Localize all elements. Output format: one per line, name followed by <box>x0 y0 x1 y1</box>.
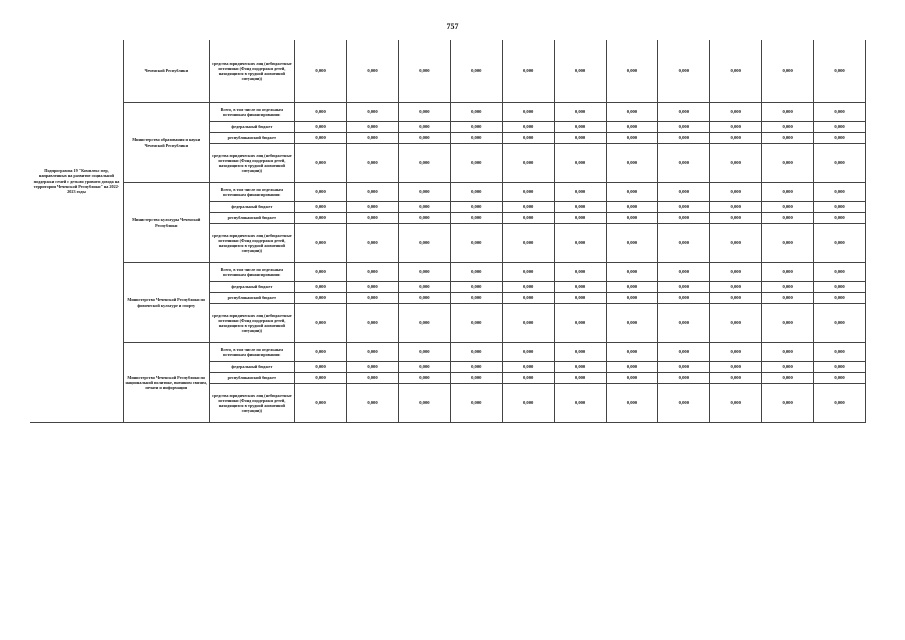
value-cell: 0,000 <box>450 103 502 122</box>
value-cell: 0,000 <box>347 144 399 183</box>
value-cell: 0,000 <box>762 373 814 384</box>
value-cell: 0,000 <box>814 263 866 282</box>
source-cell: средства юридических лиц (небюджетные источники (Фонд поддержки детей, находящихся в трудной жизненной ситуации)) <box>209 224 295 263</box>
value-cell: 0,000 <box>347 373 399 384</box>
value-cell: 0,000 <box>450 202 502 213</box>
value-cell: 0,000 <box>295 263 347 282</box>
value-cell: 0,000 <box>450 40 502 103</box>
value-cell: 0,000 <box>554 103 606 122</box>
value-cell: 0,000 <box>814 144 866 183</box>
value-cell: 0,000 <box>398 144 450 183</box>
value-cell: 0,000 <box>606 293 658 304</box>
value-cell: 0,000 <box>658 263 710 282</box>
value-cell: 0,000 <box>295 373 347 384</box>
value-cell: 0,000 <box>347 362 399 373</box>
value-cell: 0,000 <box>710 122 762 133</box>
value-cell: 0,000 <box>762 213 814 224</box>
value-cell: 0,000 <box>398 263 450 282</box>
value-cell: 0,000 <box>398 133 450 144</box>
value-cell: 0,000 <box>502 144 554 183</box>
value-cell: 0,000 <box>658 183 710 202</box>
value-cell: 0,000 <box>710 282 762 293</box>
value-cell: 0,000 <box>762 202 814 213</box>
value-cell: 0,000 <box>502 282 554 293</box>
value-cell: 0,000 <box>606 133 658 144</box>
value-cell: 0,000 <box>606 144 658 183</box>
value-cell: 0,000 <box>347 213 399 224</box>
value-cell: 0,000 <box>762 304 814 343</box>
value-cell: 0,000 <box>606 224 658 263</box>
source-cell: федеральный бюджет <box>209 202 295 213</box>
value-cell: 0,000 <box>658 122 710 133</box>
value-cell: 0,000 <box>347 304 399 343</box>
executor-cell: Министерство образования и науки Чеченской Республики <box>123 103 209 183</box>
value-cell: 0,000 <box>450 282 502 293</box>
source-cell: средства юридических лиц (небюджетные источники (Фонд поддержки детей, находящихся в трудной жизненной ситуации)) <box>209 304 295 343</box>
value-cell: 0,000 <box>398 40 450 103</box>
value-cell: 0,000 <box>502 293 554 304</box>
table-row <box>30 343 866 362</box>
value-cell: 0,000 <box>658 133 710 144</box>
value-cell: 0,000 <box>658 144 710 183</box>
value-cell: 0,000 <box>450 133 502 144</box>
value-cell: 0,000 <box>347 343 399 362</box>
value-cell: 0,000 <box>658 304 710 343</box>
value-cell: 0,000 <box>502 224 554 263</box>
value-cell: 0,000 <box>502 133 554 144</box>
value-cell: 0,000 <box>347 384 399 423</box>
value-cell: 0,000 <box>347 40 399 103</box>
value-cell: 0,000 <box>658 362 710 373</box>
value-cell: 0,000 <box>606 103 658 122</box>
value-cell: 0,000 <box>762 103 814 122</box>
value-cell: 0,000 <box>502 202 554 213</box>
value-cell: 0,000 <box>762 293 814 304</box>
executor-cell: Чеченской Республики <box>123 40 209 103</box>
value-cell: 0,000 <box>762 122 814 133</box>
value-cell: 0,000 <box>762 384 814 423</box>
value-cell: 0,000 <box>710 263 762 282</box>
value-cell: 0,000 <box>295 40 347 103</box>
value-cell: 0,000 <box>398 362 450 373</box>
value-cell: 0,000 <box>606 122 658 133</box>
value-cell: 0,000 <box>347 183 399 202</box>
value-cell: 0,000 <box>606 213 658 224</box>
value-cell: 0,000 <box>502 213 554 224</box>
source-cell: Всего, в том числе по отдельным источникам финансирования: <box>209 183 295 202</box>
value-cell: 0,000 <box>398 282 450 293</box>
value-cell: 0,000 <box>347 224 399 263</box>
value-cell: 0,000 <box>710 144 762 183</box>
value-cell: 0,000 <box>762 343 814 362</box>
value-cell: 0,000 <box>502 122 554 133</box>
value-cell: 0,000 <box>398 122 450 133</box>
value-cell: 0,000 <box>502 343 554 362</box>
value-cell: 0,000 <box>606 202 658 213</box>
value-cell: 0,000 <box>450 343 502 362</box>
value-cell: 0,000 <box>295 122 347 133</box>
value-cell: 0,000 <box>762 263 814 282</box>
table-row <box>30 263 866 282</box>
value-cell: 0,000 <box>658 202 710 213</box>
value-cell: 0,000 <box>502 263 554 282</box>
value-cell: 0,000 <box>554 183 606 202</box>
value-cell: 0,000 <box>554 293 606 304</box>
value-cell: 0,000 <box>295 202 347 213</box>
value-cell: 0,000 <box>398 183 450 202</box>
value-cell: 0,000 <box>710 362 762 373</box>
value-cell: 0,000 <box>502 362 554 373</box>
value-cell: 0,000 <box>554 144 606 183</box>
value-cell: 0,000 <box>814 384 866 423</box>
value-cell: 0,000 <box>710 202 762 213</box>
value-cell: 0,000 <box>295 293 347 304</box>
value-cell: 0,000 <box>710 213 762 224</box>
value-cell: 0,000 <box>814 122 866 133</box>
value-cell: 0,000 <box>606 263 658 282</box>
value-cell: 0,000 <box>295 133 347 144</box>
value-cell: 0,000 <box>606 373 658 384</box>
value-cell: 0,000 <box>606 304 658 343</box>
value-cell: 0,000 <box>347 202 399 213</box>
value-cell: 0,000 <box>762 282 814 293</box>
source-cell: республиканский бюджет <box>209 293 295 304</box>
value-cell: 0,000 <box>606 282 658 293</box>
value-cell: 0,000 <box>658 343 710 362</box>
value-cell: 0,000 <box>710 304 762 343</box>
value-cell: 0,000 <box>814 293 866 304</box>
source-cell: Всего, в том числе по отдельным источникам финансирования: <box>209 103 295 122</box>
value-cell: 0,000 <box>347 103 399 122</box>
value-cell: 0,000 <box>450 213 502 224</box>
value-cell: 0,000 <box>502 103 554 122</box>
value-cell: 0,000 <box>814 224 866 263</box>
value-cell: 0,000 <box>502 183 554 202</box>
value-cell: 0,000 <box>398 103 450 122</box>
value-cell: 0,000 <box>762 40 814 103</box>
executor-cell: Министерство Чеченской Республики по национальной политике, внешним связям, печати и информации <box>123 343 209 423</box>
source-cell: федеральный бюджет <box>209 362 295 373</box>
value-cell: 0,000 <box>814 362 866 373</box>
budget-table <box>30 40 866 423</box>
value-cell: 0,000 <box>450 304 502 343</box>
value-cell: 0,000 <box>814 40 866 103</box>
value-cell: 0,000 <box>814 103 866 122</box>
value-cell: 0,000 <box>710 103 762 122</box>
value-cell: 0,000 <box>658 224 710 263</box>
value-cell: 0,000 <box>762 224 814 263</box>
value-cell: 0,000 <box>814 373 866 384</box>
table-row <box>30 103 866 122</box>
value-cell: 0,000 <box>450 384 502 423</box>
value-cell: 0,000 <box>606 40 658 103</box>
source-cell: республиканский бюджет <box>209 133 295 144</box>
value-cell: 0,000 <box>606 343 658 362</box>
value-cell: 0,000 <box>347 122 399 133</box>
value-cell: 0,000 <box>554 202 606 213</box>
value-cell: 0,000 <box>814 213 866 224</box>
value-cell: 0,000 <box>762 144 814 183</box>
value-cell: 0,000 <box>347 293 399 304</box>
section-label: Подпрограмма 19 "Комплекс мер, направленных на развитие социальной поддержки семей с детьми уровнем дохода на территории Чеченской Республики" на 2022-2023 годы <box>33 168 120 194</box>
value-cell: 0,000 <box>450 263 502 282</box>
value-cell: 0,000 <box>814 304 866 343</box>
source-cell: республиканский бюджет <box>209 213 295 224</box>
value-cell: 0,000 <box>710 293 762 304</box>
value-cell: 0,000 <box>295 304 347 343</box>
value-cell: 0,000 <box>295 362 347 373</box>
value-cell: 0,000 <box>606 183 658 202</box>
table-row <box>30 183 866 202</box>
value-cell: 0,000 <box>347 263 399 282</box>
value-cell: 0,000 <box>398 373 450 384</box>
value-cell: 0,000 <box>710 224 762 263</box>
value-cell: 0,000 <box>398 202 450 213</box>
value-cell: 0,000 <box>554 384 606 423</box>
value-cell: 0,000 <box>347 282 399 293</box>
table-row <box>30 40 866 103</box>
value-cell: 0,000 <box>502 384 554 423</box>
value-cell: 0,000 <box>658 384 710 423</box>
value-cell: 0,000 <box>762 183 814 202</box>
value-cell: 0,000 <box>398 343 450 362</box>
value-cell: 0,000 <box>295 103 347 122</box>
source-cell: республиканский бюджет <box>209 373 295 384</box>
value-cell: 0,000 <box>398 384 450 423</box>
value-cell: 0,000 <box>554 373 606 384</box>
value-cell: 0,000 <box>554 224 606 263</box>
value-cell: 0,000 <box>502 40 554 103</box>
value-cell: 0,000 <box>554 263 606 282</box>
value-cell: 0,000 <box>710 373 762 384</box>
value-cell: 0,000 <box>554 40 606 103</box>
value-cell: 0,000 <box>295 282 347 293</box>
value-cell: 0,000 <box>398 304 450 343</box>
value-cell: 0,000 <box>710 343 762 362</box>
value-cell: 0,000 <box>450 144 502 183</box>
source-cell: Всего, в том числе по отдельным источникам финансирования: <box>209 263 295 282</box>
value-cell: 0,000 <box>554 362 606 373</box>
value-cell: 0,000 <box>710 133 762 144</box>
value-cell: 0,000 <box>762 133 814 144</box>
source-cell: средства юридических лиц (небюджетные источники (Фонд поддержки детей, находящихся в трудной жизненной ситуации)) <box>209 384 295 423</box>
value-cell: 0,000 <box>295 183 347 202</box>
value-cell: 0,000 <box>295 384 347 423</box>
value-cell: 0,000 <box>450 122 502 133</box>
value-cell: 0,000 <box>814 202 866 213</box>
value-cell: 0,000 <box>814 282 866 293</box>
value-cell: 0,000 <box>658 293 710 304</box>
source-cell: средства юридических лиц (небюджетные источники (Фонд поддержки детей, находящихся в трудной жизненной ситуации)) <box>209 144 295 183</box>
value-cell: 0,000 <box>450 362 502 373</box>
value-cell: 0,000 <box>450 293 502 304</box>
page-number: 757 <box>446 22 459 31</box>
value-cell: 0,000 <box>710 183 762 202</box>
value-cell: 0,000 <box>606 362 658 373</box>
value-cell: 0,000 <box>450 183 502 202</box>
value-cell: 0,000 <box>658 213 710 224</box>
value-cell: 0,000 <box>554 122 606 133</box>
value-cell: 0,000 <box>658 373 710 384</box>
source-cell: Всего, в том числе по отдельным источникам финансирования: <box>209 343 295 362</box>
source-cell: федеральный бюджет <box>209 122 295 133</box>
value-cell: 0,000 <box>814 133 866 144</box>
value-cell: 0,000 <box>347 133 399 144</box>
value-cell: 0,000 <box>658 103 710 122</box>
value-cell: 0,000 <box>658 282 710 293</box>
value-cell: 0,000 <box>398 293 450 304</box>
value-cell: 0,000 <box>398 224 450 263</box>
value-cell: 0,000 <box>814 183 866 202</box>
value-cell: 0,000 <box>295 224 347 263</box>
value-cell: 0,000 <box>295 343 347 362</box>
value-cell: 0,000 <box>710 40 762 103</box>
value-cell: 0,000 <box>762 362 814 373</box>
executor-cell: Министерство Чеченской Республики по физической культуре и спорту <box>123 263 209 343</box>
value-cell: 0,000 <box>554 133 606 144</box>
value-cell: 0,000 <box>502 373 554 384</box>
value-cell: 0,000 <box>814 343 866 362</box>
value-cell: 0,000 <box>710 384 762 423</box>
value-cell: 0,000 <box>554 213 606 224</box>
value-cell: 0,000 <box>295 213 347 224</box>
section-label-cell <box>30 40 123 423</box>
value-cell: 0,000 <box>295 144 347 183</box>
source-cell: средства юридических лиц (небюджетные источники (Фонд поддержки детей, находящихся в трудной жизненной ситуации)) <box>209 40 295 103</box>
value-cell: 0,000 <box>450 224 502 263</box>
value-cell: 0,000 <box>398 213 450 224</box>
value-cell: 0,000 <box>502 304 554 343</box>
value-cell: 0,000 <box>554 282 606 293</box>
value-cell: 0,000 <box>606 384 658 423</box>
value-cell: 0,000 <box>450 373 502 384</box>
value-cell: 0,000 <box>554 304 606 343</box>
source-cell: федеральный бюджет <box>209 282 295 293</box>
value-cell: 0,000 <box>554 343 606 362</box>
value-cell: 0,000 <box>658 40 710 103</box>
executor-cell: Министерство культуры Чеченской Республики <box>123 183 209 263</box>
